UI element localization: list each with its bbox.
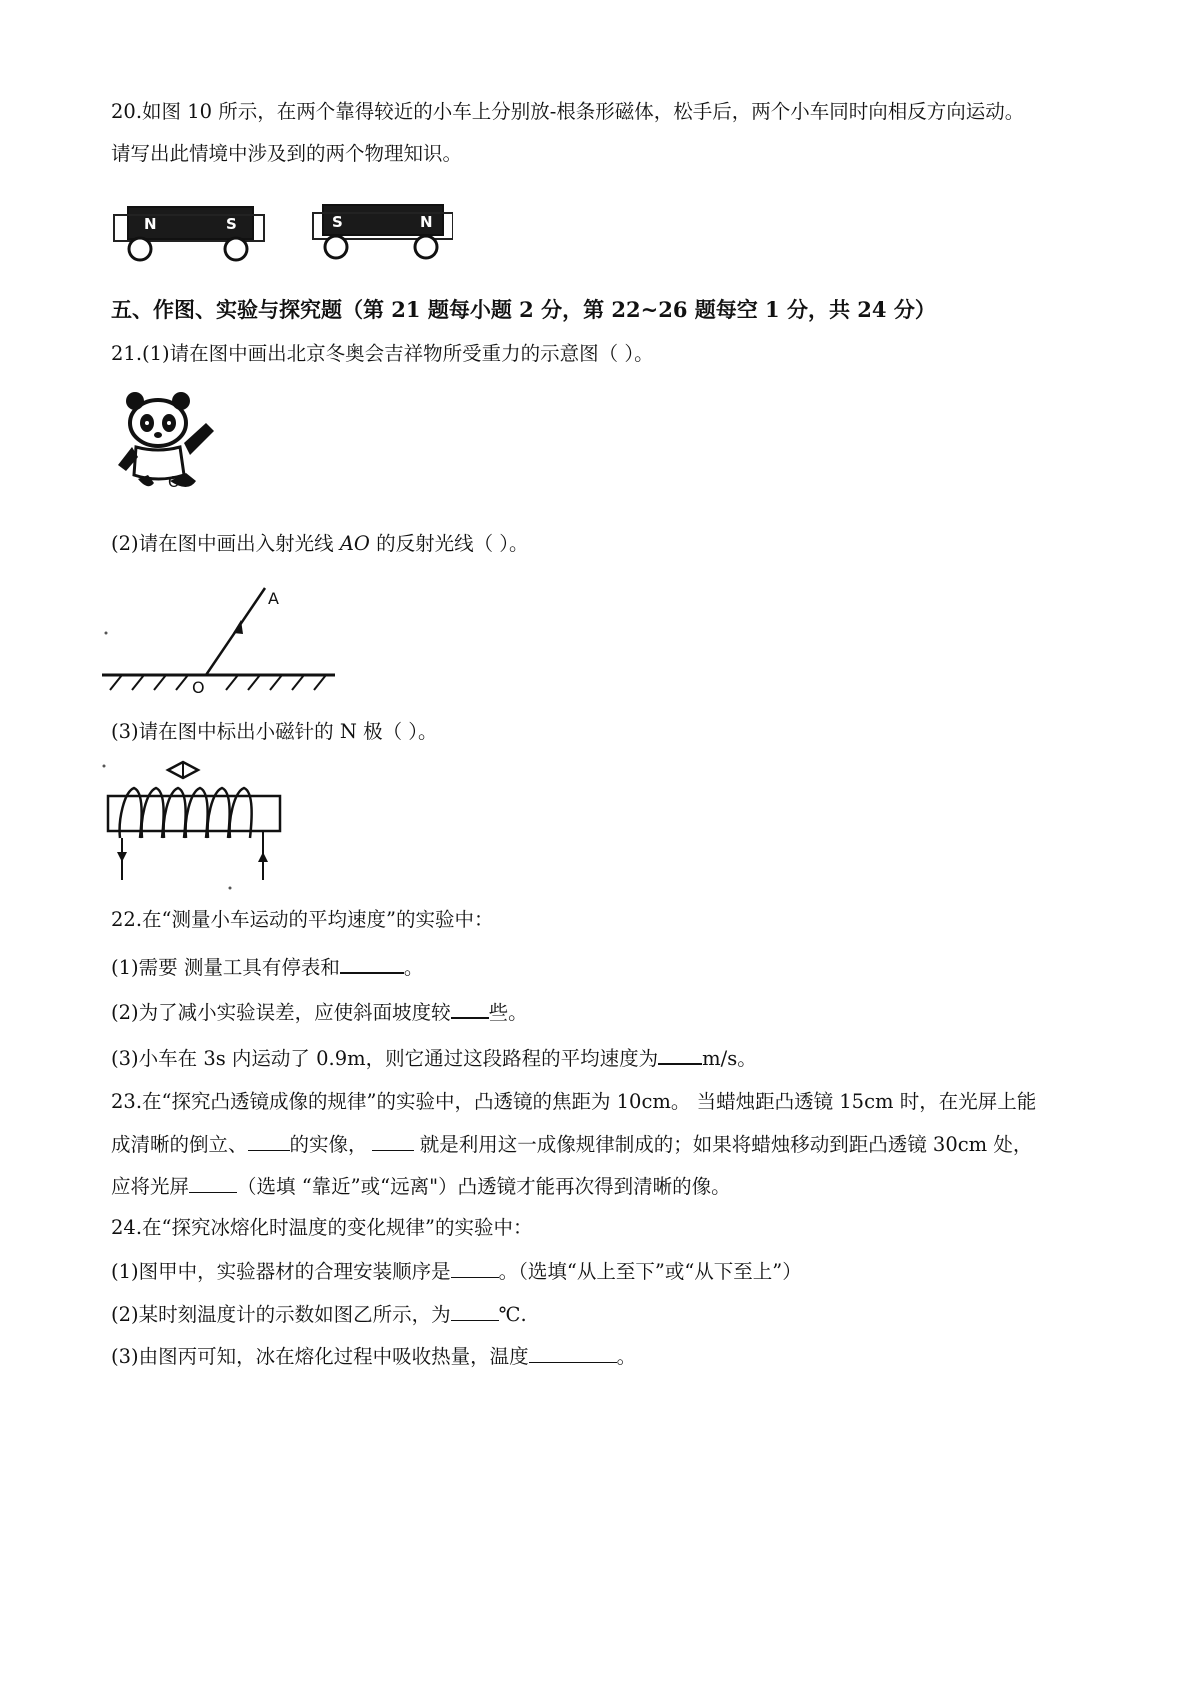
q23-line2-c: 就是利用这一成像规律制成的；如果将蜡烛移动到距凸透镜 30cm 处， [413, 1133, 1033, 1156]
mascot-point-o: O [168, 473, 180, 491]
q23-blank3[interactable] [189, 1172, 237, 1193]
q24-part1-suffix: 。（选填“从上至下”或“从下至上”） [498, 1260, 802, 1283]
q22-part3 [111, 1043, 757, 1073]
q24-part3-suffix: 。 [616, 1345, 637, 1368]
magnet-carts-figure [108, 185, 453, 265]
section5-heading: 五、作图、实验与探究题（第 21 题每小题 2 分，第 22~26 题每空 1 分，共 24 分） [111, 297, 936, 322]
right-cart-pole-left: S [332, 213, 343, 231]
q22-part2-suffix: 些。 [488, 1001, 528, 1024]
mascot-image [118, 392, 214, 487]
q22-part1-prefix: (1)需要 测量工具有停表和 [111, 956, 340, 979]
q22-blank3[interactable] [658, 1043, 702, 1065]
q22-intro: 22.在“测量小车运动的平均速度”的实验中： [111, 908, 494, 931]
q23-line2-a: 成清晰的倒立、 [111, 1133, 248, 1156]
q20-text-line2: 请写出此情境中涉及到的两个物理知识。 [111, 142, 463, 165]
q22-part3-suffix: m/s。 [702, 1047, 757, 1070]
q23-line3 [111, 1172, 731, 1201]
solenoid-core [108, 796, 280, 831]
q20-text-line1: 20.如图 10 所示，在两个靠得较近的小车上分别放-根条形磁体，松手后，两个小车同时向相反方向运动。 [111, 100, 1025, 123]
q23-line2-b: 的实像， [289, 1133, 368, 1156]
q24-part2-suffix: ℃. [498, 1303, 527, 1326]
q21-part1: 21.(1)请在图中画出北京冬奥会吉祥物所受重力的示意图（ ）。 [111, 342, 654, 365]
q23-blank1[interactable] [248, 1130, 290, 1151]
current-arrow-down [117, 852, 127, 862]
q22-blank2[interactable] [451, 997, 489, 1019]
q22-part3-prefix: (3)小车在 3s 内运动了 0.9m，则它通过这段路程的平均速度为 [111, 1047, 659, 1070]
q24-blank1[interactable] [451, 1257, 499, 1278]
right-cart [313, 205, 453, 258]
q23-blank2[interactable] [372, 1130, 414, 1151]
ray-label-a: A [268, 589, 279, 608]
mirror-hatching [110, 675, 326, 690]
left-cart [114, 207, 264, 260]
q24-blank3[interactable] [529, 1342, 617, 1363]
q24-part2-prefix: (2)某时刻温度计的示数如图乙所示，为 [111, 1303, 451, 1326]
mascot-figure [108, 383, 228, 503]
q23-line2 [111, 1130, 1032, 1159]
q22-blank1[interactable] [340, 952, 404, 974]
left-cart-pole-right: S [226, 215, 237, 233]
q21-part2-prefix: (2)请在图中画出入射光线 [111, 532, 340, 555]
right-cart-pole-right: N [420, 213, 433, 231]
solenoid-figure [100, 760, 300, 895]
q24-part1-prefix: (1)图甲中，实验器材的合理安装顺序是 [111, 1260, 451, 1283]
ray-label-o: O [192, 678, 205, 697]
q21-part2 [111, 530, 529, 558]
q21-part2-suffix: 的反射光线（ ）。 [369, 532, 529, 555]
q22-part1-suffix: 。 [403, 956, 424, 979]
q24-blank2[interactable] [451, 1300, 499, 1321]
q23-line3-b: （选填 “靠近”或“远离"）凸透镜才能再次得到清晰的像。 [237, 1175, 731, 1198]
q24-part2 [111, 1300, 527, 1329]
q23-line3-a: 应将光屏 [111, 1175, 190, 1198]
q24-part3-prefix: (3)由图丙可知，冰在熔化过程中吸收热量，温度 [111, 1345, 529, 1368]
left-cart-pole-left: N [144, 215, 157, 233]
q22-part1 [111, 952, 423, 982]
q21-part3: (3)请在图中标出小磁针的 N 极（ ）。 [111, 720, 438, 743]
q22-part2-prefix: (2)为了减小实验误差，应使斜面坡度较 [111, 1001, 451, 1024]
q24-part1 [111, 1257, 802, 1286]
q24-intro: 24.在“探究冰熔化时温度的变化规律”的实验中： [111, 1216, 533, 1239]
q22-part2 [111, 997, 528, 1027]
current-arrow-up [258, 852, 268, 862]
q23-line1: 23.在“探究凸透镜成像的规律”的实验中，凸透镜的焦距为 10cm。 当蜡烛距凸透镜 15cm 时，在光屏上能 [111, 1090, 1037, 1113]
q24-part3 [111, 1342, 636, 1371]
reflection-figure [100, 578, 345, 698]
small-magnetic-needle [168, 762, 198, 778]
q21-part2-ao: AO [339, 532, 370, 555]
